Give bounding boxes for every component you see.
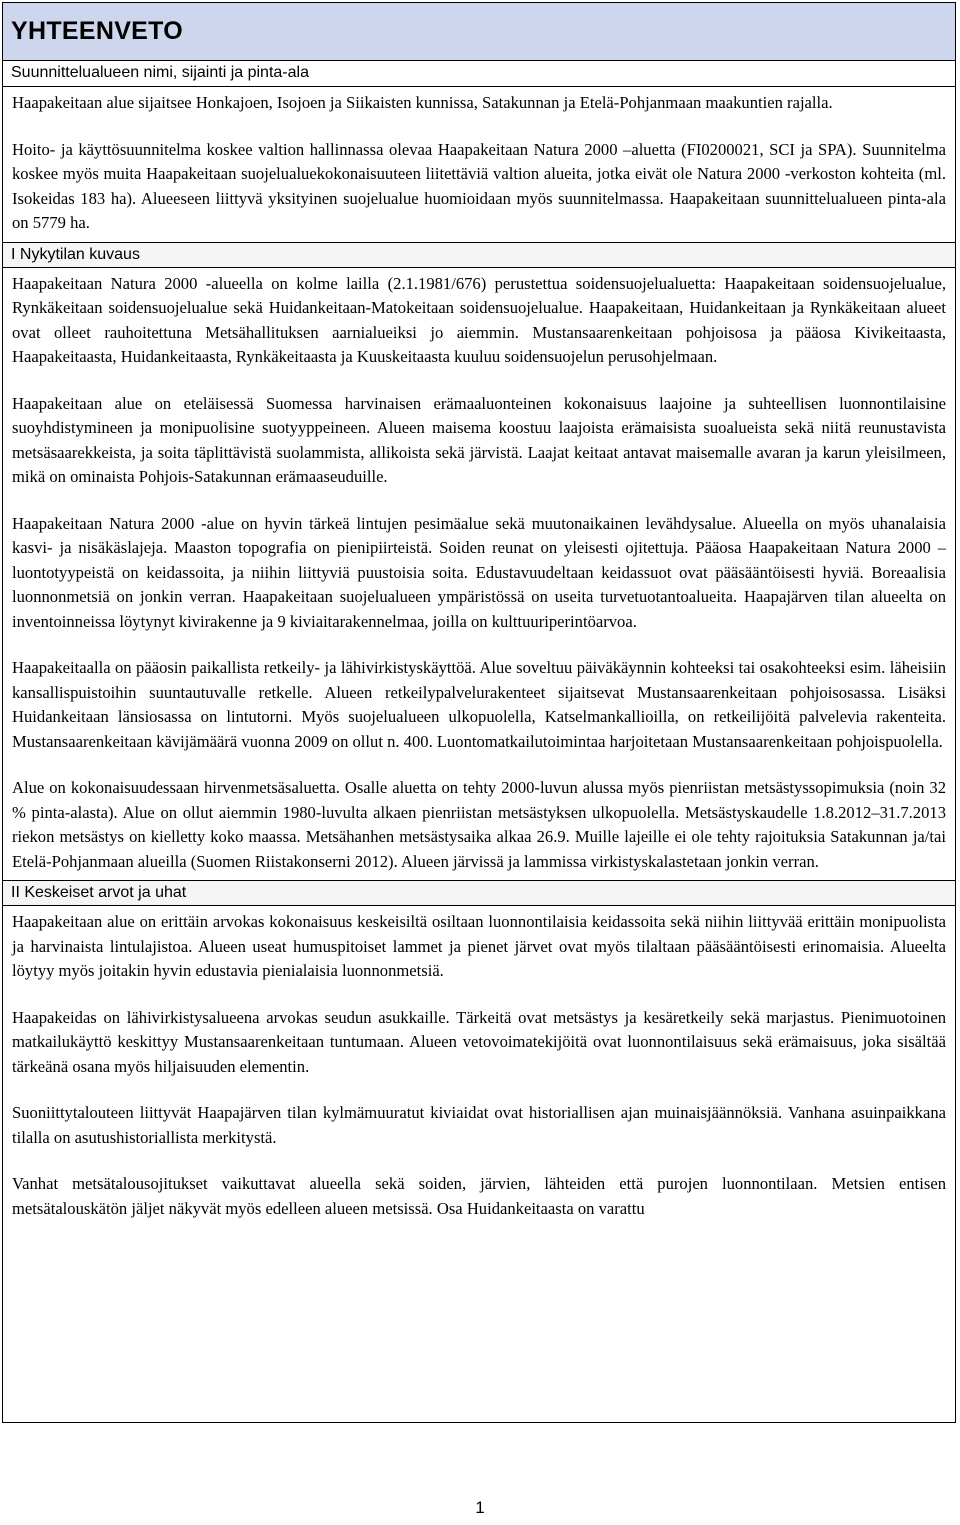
- section-header-values-threats: II Keskeiset arvot ja uhat: [3, 880, 955, 906]
- paragraph: Hoito- ja käyttösuunnitelma koskee valtion hallinnassa olevaa Haapakeitaan Natura 2000 –aluetta (FI0200021, SCI ja SPA). Suunnitelma koskee myös muita Haapakeitaan suojelualuekokonaisuuteen liitettäviä valtion alueita, jotka eivät ole Natura 2000 -verkoston kohteita (ml. Isokeidas 183 ha). Alueeseen liittyvä yksityinen suojelualue huomioidaan myös suunnitelmassa. Haapakeitaan suunnittelualueen pinta-ala on 5779 ha.: [12, 139, 946, 232]
- section-current-state: [3, 268, 955, 875]
- paragraph: Haapakeitaan alue sijaitsee Honkajoen, Isojoen ja Siikaisten kunnissa, Satakunnan ja Etelä-Pohjanmaan maakuntien rajalla.: [12, 93, 833, 112]
- title-bar: [3, 3, 955, 61]
- summary-frame: [2, 2, 956, 1423]
- paragraph: Vanhat metsätalousojitukset vaikuttavat alueella sekä soiden, järvien, lähteiden että purojen luonnontilaan. Metsien entisen metsätalouskätön jäljet näkyvät myös edelleen alueen metsissä. Osa Huidankeitaasta on varattu: [12, 1174, 946, 1218]
- paragraph: Haapakeitaan Natura 2000 -alueella on kolme lailla (2.1.1981/676) perustettua soidensuojelualuetta: Haapakeitaan soidensuojelualue, Rynkäkeitaan soidensuojelualue sekä Huidankeitaan-Matokeitaan soidensuojelualue. Haapakeitaan, Huidankeitaan ja Rynkäkeitaan alueet ovat olleet rauhoitettuna Metsähallituksen aarnialueiksi jo aiemmin. Mustansaarenkeitaan pohjoisosa ja pääosa Kivikeitaasta, Haapakeitaasta, Huidankeitaasta, Rynkäkeitaasta ja Kuuskeitaasta kuuluu soidensuojelun perusohjelmaan.: [12, 273, 946, 366]
- section-values-threats: [3, 906, 955, 1221]
- page-title: YHTEENVETO: [11, 17, 184, 45]
- paragraph: Haapakeitaan alue on eteläisessä Suomessa harvinaisen erämaaluonteinen kokonaisuus laajoine ja suhteellisen luonnontilaisine suoyhdistymineen ja monipuolisine suotyyppeineen. Alueen maisema koostuu laajoista erämaisista suoalueista sekä niitä reunustavista metsäsaarekkeista, ja soita täplittävistä suolammista, allikoista sekä järvistä. Laajat keitaat antavat maisemalle avaran ja karun yleisilmeen, mikä on ominaista Pohjois-Satakunnan erämaaseuduille.: [12, 393, 946, 486]
- paragraph: Haapakeitaan Natura 2000 -alue on hyvin tärkeä lintujen pesimäalue sekä muutonaikainen levähdysalue. Alueella on myös uhanalaisia kasvi- ja nisäkäslajeja. Maaston topografia on pienipiirteistä. Soiden reunat on yleisesti ojitettuja. Pääosa Haapakeitaan Natura 2000 –luontotyypeistä on keidassoita, ja niihin liittyviä puustoisia soita. Edustavuudeltaan keidassuot ovat pääsääntöisesti hyviä. Boreaalisia luonnonmetsiä on jonkin verran. Haapakeitaan suojelualueen ympäristössä on useita turvetuotantoalueita. Haapajärven tilan alueelta on inventoinneissa löytynyt kivirakenne ja 9 kiviaitarakennelmaa, joilla on kulttuuriperintöarvoa.: [12, 513, 946, 631]
- paragraph: Haapakeitaalla on pääosin paikallista retkeily- ja lähivirkistyskäyttöä. Alue soveltuu päiväkäynnin kohteeksi tai osakohteeksi esim. läheisiin kansallispuistoihin suuntautuvalle retkelle. Alueen retkeilypalvelurakenteet sijaitsevat Mustansaarenkeitaan pohjoisosassa. Lisäksi Huidankeitaan länsiosassa on lintutorni. Myös suojelualueen ulkopuolella, Katselmankallioilla, on retkeilijöitä palvelevia rakenteita. Mustansaarenkeitaan kävijämäärä vuonna 2009 on ollut n. 400. Luontomatkailutoimintaa harjoitetaan Mustansaarenkeitaan pohjoispuolella.: [12, 658, 946, 751]
- section-header-location: Suunnittelualueen nimi, sijainti ja pinta-ala: [3, 61, 955, 87]
- paragraph: Alue on kokonaisuudessaan hirvenmetsäsaluetta. Osalle aluetta on tehty 2000-luvun alussa myös pienriistan metsästyssopimuksia (noin 32 % pinta-alasta). Alue on ollut aiemmin 1980-luvulta alkaen pienriistan metsästyksen ulkopuolella. Metsästyskaudelle 1.8.2012–31.7.2013 riekon metsästys on kielletty koko maassa. Metsähanhen metsästysaika alkaa 26.9. Muille lajeille ei ole tehty rajoituksia Satakunnan ja/tai Etelä-Pohjanmaan alueilla (Suomen Riistakonserni 2012). Alueen järvissä ja lammissa virkistyskalastetaan jonkin verran.: [12, 778, 946, 871]
- paragraph: Haapakeidas on lähivirkistysalueena arvokas seudun asukkaille. Tärkeitä ovat metsästys ja kesäretkeily sekä marjastus. Pienimuotoinen matkailukäyttö keskittyy Mustansaarenkeitaan tuntumaan. Alueen vetovoimatekijöitä ovat luonnontilaisuus sekä erämaisuus, joka sisältää tärkeänä osana myös hiljaisuuden elementin.: [12, 1007, 946, 1076]
- section-location: [3, 87, 955, 236]
- section-header-current-state: I Nykytilan kuvaus: [3, 242, 955, 268]
- paragraph: Suoniittytalouteen liittyvät Haapajärven tilan kylmämuuratut kiviaidat ovat historiallisen ajan muinaisjäännöksiä. Vanhana asuinpaikkana tilalla on asutushistoriallista merkitystä.: [12, 1103, 946, 1147]
- page-number: 1: [475, 1498, 485, 1517]
- paragraph: Haapakeitaan alue on erittäin arvokas kokonaisuus keskeisiltä osiltaan luonnontilaisia keidassoita sekä niihin liittyvää erittäin monipuolista ja harvinaista lintulajistoa. Alueen useat humuspitoiset lammet ja pienet järvet ovat myös tilaltaan pääsääntöisesti erinomaisia. Alueelta löytyy myös joitakin hyvin edustavia pienialaisia luonnonmetsiä.: [12, 912, 946, 980]
